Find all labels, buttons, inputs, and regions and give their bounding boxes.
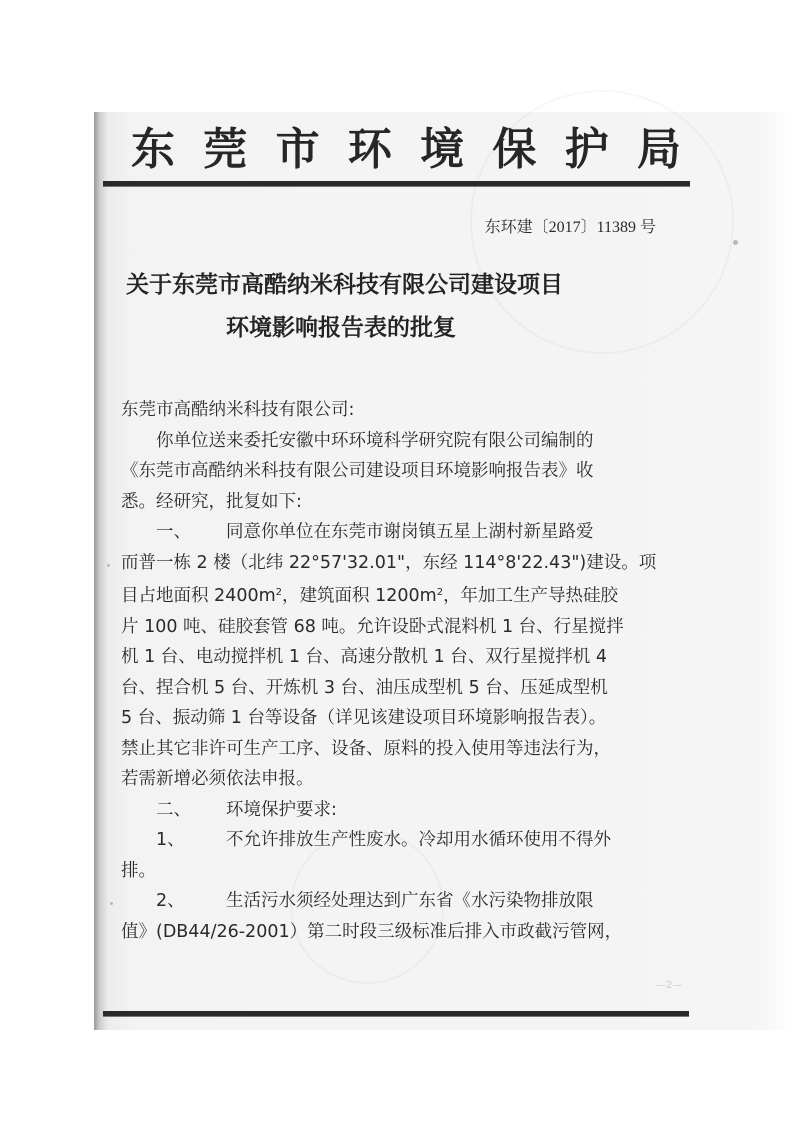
superscript: 2	[275, 587, 283, 598]
section-1-line: 5 台、振动筛 1 台等设备（详见该建设项目环境影响报告表）。	[121, 708, 607, 728]
page-number: —2—	[656, 980, 683, 991]
section-2-number: 二、	[156, 799, 191, 820]
section-2-heading-text: 环境保护要求:	[226, 799, 337, 820]
land-area-text: 目占地面积 2400m	[121, 586, 276, 606]
addressee: 东莞市高酷纳米科技有限公司:	[121, 400, 355, 420]
document-title-line-2: 环境影响报告表的批复	[226, 314, 456, 341]
letterhead-char: 护	[564, 124, 609, 175]
letterhead-char: 莞	[203, 124, 248, 175]
scan-speck	[110, 902, 113, 905]
section-2-heading	[121, 795, 661, 826]
requirement-1-line: 排。	[121, 860, 156, 881]
intro-line: 你单位送来委托安徽中环环境科学研究院有限公司编制的	[156, 430, 594, 451]
requirement-2-line: 值》(DB44/26-2001）第二时段三级标准后排入市政截污管网，	[121, 921, 623, 942]
intro-line: 《东莞市高酷纳米科技有限公司建设项目环境影响报告表》收	[121, 461, 594, 481]
intro-line: 悉。经研究，批复如下:	[121, 491, 302, 512]
scan-speck	[107, 564, 110, 567]
superscript: 2	[436, 587, 444, 598]
section-1-first-line	[121, 517, 661, 548]
requirement-2-number: 2、	[156, 891, 185, 911]
letterhead-divider	[103, 181, 690, 187]
letterhead-char: 东	[131, 124, 175, 175]
requirement-2-text: 生活污水须经处理达到广东省《水污染物排放限	[226, 891, 594, 911]
requirement-1-number: 1、	[156, 830, 185, 850]
section-1-area-line	[121, 578, 661, 612]
document-body	[121, 395, 661, 947]
requirement-1-text: 不允许排放生产性废水。冷却用水循环使用不得外	[226, 830, 611, 850]
document-title-line-1: 关于东莞市高酷纳米科技有限公司建设项目	[126, 271, 563, 298]
production-text: ，年加工生产导热硅胶	[443, 586, 619, 606]
section-1-line: 而普一栋 2 楼（北纬 22°57'32.01"，东经 114°8'22.43")建设。项	[121, 552, 657, 573]
section-1-line: 片 100 吨、硅胶套管 68 吨。允许设卧式混料机 1 台、行星搅拌	[121, 616, 624, 637]
requirement-1-first-line	[121, 825, 661, 856]
letterhead-agency-name	[131, 120, 681, 180]
section-1-line: 禁止其它非许可生产工序、设备、原料的投入使用等违法行为，	[121, 738, 611, 759]
section-1-line: 台、捏合机 5 台、开炼机 3 台、油压成型机 5 台、压延成型机	[121, 677, 608, 698]
letterhead-char: 市	[275, 124, 320, 175]
requirement-2-first-line	[121, 886, 661, 917]
building-area-text: ，建筑面积 1200m	[282, 586, 437, 606]
section-1-text: 同意你单位在东莞市谢岗镇五星上湖村新星路爱	[226, 522, 594, 542]
scan-speck	[733, 240, 738, 245]
footer-divider	[103, 1011, 689, 1017]
letterhead-char: 环	[347, 124, 392, 175]
section-1-line: 若需新增必须依法申报。	[121, 769, 314, 789]
letterhead-char: 保	[492, 124, 537, 175]
section-1-number: 一、	[156, 522, 191, 542]
letterhead-char: 局	[636, 124, 681, 175]
section-1-line: 机 1 台、电动搅拌机 1 台、高速分散机 1 台、双行星搅拌机 4	[121, 647, 607, 667]
letterhead-char: 境	[420, 124, 465, 175]
document-number: 东环建〔2017〕11389 号	[484, 219, 656, 236]
